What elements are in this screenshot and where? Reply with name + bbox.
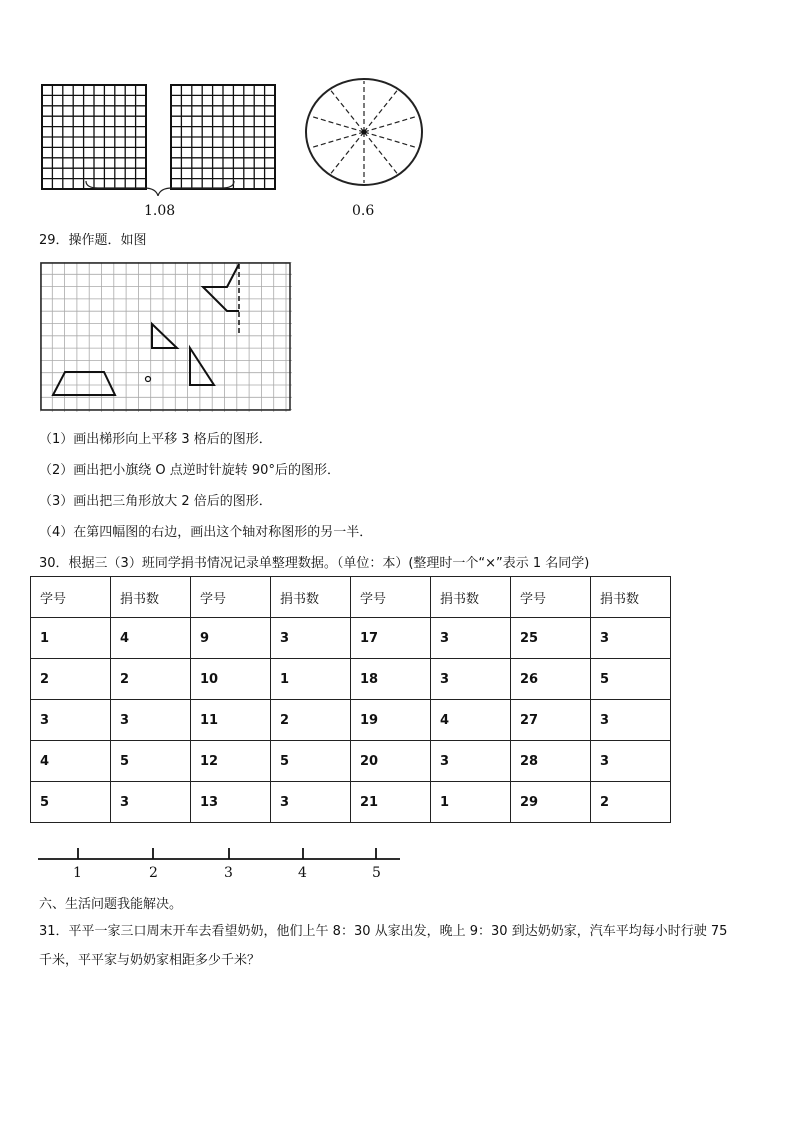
table-cell: 10 [191,659,271,700]
axis-label: 5 [372,865,381,881]
hundred-grid-right [171,85,275,189]
table-cell: 4 [431,700,511,741]
table-cell: 18 [351,659,431,700]
table-cell: 3 [111,782,191,823]
table-cell: 3 [431,741,511,782]
trapezoid-shape [53,372,115,395]
q31-line-2: 千米，平平家与奶奶家相距多少千米？ [39,953,261,968]
table-cell: 1 [271,659,351,700]
tally-axis [38,846,402,862]
header-cell: 学号 [511,577,591,618]
table-cell: 4 [111,618,191,659]
table-cell: 5 [31,782,111,823]
table-row [31,741,671,782]
q29-item-4: （4）在第四幅图的右边，画出这个轴对称图形的另一半． [39,525,373,540]
q29-item-3: （3）画出把三角形放大 2 倍后的图形． [39,494,272,509]
axis-label: 2 [149,865,158,881]
half-symmetric-shape [203,264,239,311]
table-cell: 3 [111,700,191,741]
table-row [31,659,671,700]
header-cell: 学号 [191,577,271,618]
table-cell: 3 [431,618,511,659]
axis-label: 3 [224,865,233,881]
top-figures [36,76,436,196]
point-o-marker [146,377,151,382]
brace [86,181,234,196]
table-cell: 3 [591,741,671,782]
axis-label: 1 [73,865,82,881]
table-cell: 3 [591,618,671,659]
table-cell: 2 [31,659,111,700]
table-header-row [31,577,671,618]
header-cell: 捐书数 [271,577,351,618]
header-cell: 捐书数 [591,577,671,618]
table-row [31,782,671,823]
header-cell: 捐书数 [111,577,191,618]
table-cell: 28 [511,741,591,782]
header-cell: 捐书数 [431,577,511,618]
table-row [31,700,671,741]
table-cell: 26 [511,659,591,700]
table-cell: 3 [271,782,351,823]
table-cell: 9 [191,618,271,659]
q31-line-1: 31．平平一家三口周末开车去看望奶奶，他们上午 8：30 从家出发，晚上 9：30 到达奶奶家，汽车平均每小时行驶 75 [39,924,728,939]
circle-divided [306,79,422,185]
table-cell: 12 [191,741,271,782]
table-cell: 25 [511,618,591,659]
table-cell: 3 [31,700,111,741]
table-row [31,618,671,659]
q30-title: 30．根据三（3）班同学捐书情况记录单整理数据。（单位：本）(整理时一个“×”表示 1 名同学) [39,556,590,571]
table-cell: 3 [271,618,351,659]
section-six-title: 六、生活问题我能解决。 [39,897,183,912]
table-cell: 27 [511,700,591,741]
table-cell: 1 [431,782,511,823]
circle-value-label: 0.6 [352,203,375,219]
table-cell: 19 [351,700,431,741]
table-cell: 29 [511,782,591,823]
axis-label: 4 [298,865,307,881]
table-cell: 2 [591,782,671,823]
table-cell: 2 [271,700,351,741]
table-cell: 1 [31,618,111,659]
q29-title: 29．操作题．如图 [39,233,147,248]
table-cell: 11 [191,700,271,741]
operation-grid [40,262,292,412]
header-cell: 学号 [31,577,111,618]
table-cell: 5 [111,741,191,782]
table-cell: 21 [351,782,431,823]
table-cell: 3 [431,659,511,700]
q29-item-2: （2）画出把小旗绕 O 点逆时针旋转 90°后的图形． [39,463,340,478]
header-cell: 学号 [351,577,431,618]
table-cell: 5 [591,659,671,700]
table-cell: 3 [591,700,671,741]
table-cell: 13 [191,782,271,823]
grid-value-label: 1.08 [144,203,176,219]
table-cell: 5 [271,741,351,782]
table-cell: 4 [31,741,111,782]
triangle-shape [190,348,214,385]
table-cell: 2 [111,659,191,700]
donation-table [30,576,671,823]
table-cell: 17 [351,618,431,659]
table-cell: 20 [351,741,431,782]
q29-item-1: （1）画出梯形向上平移 3 格后的图形． [39,432,272,447]
hundred-grid-left [42,85,146,189]
